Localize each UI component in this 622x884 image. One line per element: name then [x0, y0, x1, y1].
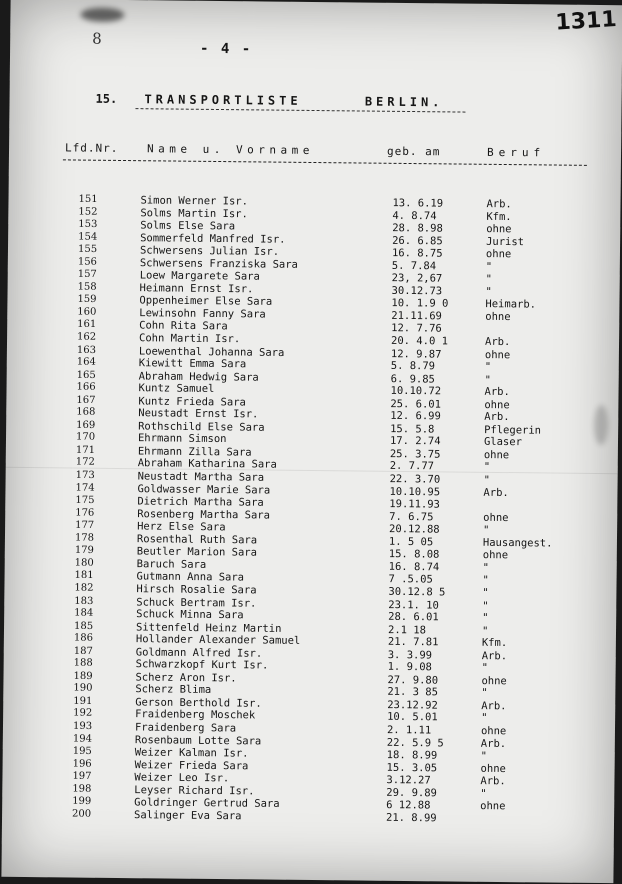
person-name: Lewinsohn Fanny Sara — [139, 307, 266, 321]
row-number: 155 — [77, 244, 98, 256]
occupation: Arb. — [481, 649, 508, 663]
person-name: Sommerfeld Manfred Isr. — [140, 231, 286, 246]
row-number: 173 — [75, 469, 95, 482]
row-number: 199 — [72, 796, 92, 808]
person-name: Fraidenberg Sara — [134, 721, 237, 735]
document-title — [95, 92, 443, 110]
occupation: Arb. — [484, 335, 511, 349]
row-number: 189 — [73, 670, 93, 682]
row-number: 183 — [74, 595, 94, 607]
occupation: Arb. — [483, 486, 509, 499]
row-number: 193 — [72, 720, 93, 732]
person-name: Rosenbaum Lotte Sara — [134, 733, 262, 748]
occupation: " — [480, 750, 488, 763]
birth-date: 27. 9.80 — [387, 673, 439, 687]
row-number: 172 — [75, 457, 95, 469]
occupation: Arb. — [484, 411, 510, 424]
occupation: " — [483, 474, 490, 487]
row-number: 177 — [75, 520, 95, 532]
person-name: Scherz Blima — [135, 683, 212, 697]
row-number: 195 — [72, 745, 92, 758]
row-number: 166 — [76, 381, 96, 393]
occupation: Pflegerin — [484, 423, 542, 437]
row-number: 157 — [77, 269, 97, 281]
birth-date: 30.12.73 — [391, 284, 443, 298]
person-name: Kuntz Frieda Sara — [138, 395, 246, 409]
birth-date: 22. 5.9 5 — [386, 736, 444, 749]
person-name: Ehrmann Zilla Sara — [137, 445, 252, 459]
occupation: Arb. — [486, 198, 512, 211]
birth-date: 5. 7.84 — [391, 259, 437, 273]
row-number: 188 — [73, 657, 93, 669]
occupation: " — [485, 260, 493, 273]
header-nr: Lfd.Nr. — [64, 141, 119, 155]
occupation: Kfm. — [481, 636, 508, 650]
birth-date: 1. 9.08 — [387, 661, 432, 674]
birth-date: 21.11.69 — [391, 309, 442, 323]
occupation: ohne — [482, 549, 509, 562]
birth-date: 21. 7.81 — [387, 635, 439, 649]
person-name: Schuck Minna Sara — [136, 608, 244, 622]
row-number: 181 — [74, 570, 94, 582]
person-name: Neustadt Ernst Isr. — [138, 407, 259, 421]
row-number: 160 — [77, 306, 97, 318]
header-occupation: Beruf — [486, 145, 546, 160]
occupation: " — [483, 461, 491, 474]
person-name: Goldmann Alfred Isr. — [135, 646, 263, 660]
occupation: ohne — [480, 800, 506, 813]
occupation: Kfm. — [486, 210, 512, 223]
row-number: 196 — [72, 758, 92, 770]
person-name: Oppenheimer Else Sara — [139, 294, 273, 309]
occupation: " — [482, 586, 489, 599]
birth-date: 5. 8.79 — [390, 359, 436, 373]
person-name: Neustadt Martha Sara — [137, 470, 265, 484]
row-number: 163 — [76, 344, 97, 356]
occupation: " — [484, 373, 492, 386]
person-name: Fraidenberg Moschek — [135, 708, 256, 722]
row-number: 200 — [72, 808, 92, 820]
occupation: " — [485, 285, 492, 298]
person-name: Kiewitt Emma Sara — [138, 357, 247, 371]
person-name: Schwersens Julian Isr. — [139, 244, 280, 259]
archive-number: 1311 — [554, 7, 618, 36]
occupation: Hausangest. — [482, 536, 553, 550]
row-number: 192 — [73, 707, 93, 720]
row-number: 194 — [72, 733, 93, 745]
person-name: Rosenberg Martha Sara — [137, 507, 271, 522]
row-number: 186 — [73, 632, 94, 644]
occupation: ohne — [485, 248, 512, 261]
person-name: Goldwasser Marie Sara — [137, 482, 271, 497]
birth-date: 2. 7.77 — [389, 460, 435, 473]
person-name: Rothschild Else Sara — [138, 420, 265, 434]
person-name: Weizer Leo Isr. — [134, 771, 230, 785]
birth-date: 21. 3 85 — [387, 686, 439, 699]
row-number: 175 — [75, 494, 95, 507]
row-number: 169 — [76, 419, 96, 431]
person-name: Simon Werner Isr. — [140, 194, 249, 208]
birth-date: 10.10.95 — [389, 485, 441, 498]
birth-date: 2. 1.11 — [386, 724, 432, 737]
person-name: Sittenfeld Heinz Martin — [135, 621, 282, 635]
document-page — [1, 0, 622, 883]
occupation: ohne — [485, 310, 511, 323]
row-number: 159 — [77, 294, 97, 306]
birth-date: 30.12.8 5 — [388, 585, 446, 599]
person-name: Goldringer Gertrud Sara — [134, 796, 280, 811]
birth-date: 3.12.27 — [386, 774, 431, 787]
person-name: Baruch Sara — [136, 558, 207, 571]
occupation: " — [482, 599, 489, 612]
page-number: - 4 - — [200, 40, 253, 58]
row-number: 174 — [75, 482, 95, 494]
birth-date: 10. 5.01 — [387, 711, 438, 724]
row-number: 161 — [77, 319, 97, 331]
row-number: 164 — [76, 356, 96, 368]
person-name: Heimann Ernst Isr. — [139, 282, 254, 296]
row-number: 197 — [72, 770, 92, 783]
occupation: ohne — [483, 511, 509, 524]
row-number: 156 — [77, 256, 98, 268]
person-name: Solms Martin Isr. — [140, 206, 248, 220]
person-name: Loew Margarete Sara — [139, 269, 260, 284]
birth-date: 23.12.92 — [387, 698, 438, 712]
birth-date: 12. 6.99 — [390, 410, 441, 423]
birth-date: 6. 9.85 — [390, 372, 435, 386]
ink-smudge — [80, 8, 124, 22]
row-number: 178 — [74, 532, 95, 544]
occupation: Glaser — [483, 436, 522, 449]
occupation: " — [482, 561, 490, 574]
person-name: Schuck Bertram Isr. — [136, 595, 257, 610]
occupation: " — [481, 712, 488, 725]
occupation: " — [485, 273, 493, 286]
birth-date: 16. 8.74 — [388, 560, 440, 574]
birth-date: 10.10.72 — [390, 385, 442, 398]
birth-date: 29. 9.89 — [386, 786, 437, 800]
occupation: " — [481, 662, 489, 675]
person-name: Cohn Rita Sara — [139, 319, 228, 333]
person-name: Dietrich Martha Sara — [137, 495, 264, 509]
birth-date: 22. 3.70 — [389, 473, 441, 486]
person-name: Gerson Berthold Isr. — [135, 696, 262, 710]
corner-mark: 8 — [92, 29, 102, 48]
occupation: ohne — [480, 762, 506, 775]
birth-date: 7 .5.05 — [388, 573, 433, 586]
row-number: 176 — [75, 507, 95, 519]
row-number: 190 — [73, 682, 93, 695]
occupation: ohne — [481, 674, 507, 688]
birth-date: 16. 8.75 — [391, 247, 443, 260]
row-number: 168 — [76, 406, 96, 419]
occupation: " — [481, 624, 489, 637]
occupation: ohne — [484, 348, 511, 361]
person-name: Beutler Marion Sara — [136, 545, 257, 560]
occupation: ohne — [480, 725, 507, 738]
birth-date: 23.1. 10 — [388, 598, 439, 612]
occupation: ohne — [484, 398, 510, 412]
person-name: Abraham Hedwig Sara — [138, 370, 259, 384]
occupation: " — [483, 524, 490, 537]
birth-date: 15. 5.8 — [390, 422, 435, 436]
person-name: Cohn Martin Isr. — [139, 332, 241, 346]
person-name: Salinger Eva Sara — [134, 808, 242, 823]
person-name: Abraham Katharina Sara — [137, 457, 277, 472]
title-text: TRANSPORTLISTE — [144, 92, 302, 108]
birth-date: 19.11.93 — [389, 498, 440, 511]
person-name: Leyser Richard Isr. — [134, 783, 255, 798]
row-number: 158 — [77, 281, 97, 293]
birth-date: 20. 4.0 1 — [390, 334, 449, 348]
person-name: Weizer Kalman Isr. — [134, 746, 249, 760]
birth-date: 26. 6.85 — [392, 234, 443, 247]
row-number: 187 — [73, 645, 93, 657]
row-number: 162 — [77, 331, 97, 343]
transport-list — [2, 193, 621, 827]
row-number: 198 — [72, 783, 92, 795]
birth-date: 20.12.88 — [389, 523, 440, 536]
row-number: 153 — [78, 218, 98, 231]
occupation: Jurist — [486, 235, 525, 248]
occupation: Heimarb. — [485, 298, 537, 312]
occupation: Arb. — [480, 775, 506, 788]
birth-date: 10. 1.9 0 — [391, 297, 449, 311]
header-birthdate: geb. am — [386, 144, 441, 159]
birth-date: 15. 3.05 — [386, 761, 438, 774]
person-name: Schwarzkopf Kurt Isr. — [135, 658, 269, 672]
birth-date: 15. 8.08 — [388, 548, 440, 561]
birth-date: 4. 8.74 — [392, 209, 437, 222]
occupation: " — [484, 360, 492, 373]
row-number: 154 — [78, 231, 98, 243]
person-name: Hirsch Rosalie Sara — [136, 583, 257, 597]
row-number: 184 — [74, 607, 94, 619]
row-number: 179 — [74, 545, 94, 557]
title-number: 15. — [95, 91, 118, 106]
birth-date: 23, 2,67 — [391, 272, 443, 285]
birth-date: 12. 9.87 — [390, 347, 442, 361]
birth-date: 18. 8.99 — [386, 749, 438, 762]
person-name: Schwersens Franziska Sara — [139, 256, 298, 271]
birth-date: 1. 5 05 — [388, 535, 434, 549]
row-number: 191 — [73, 695, 93, 707]
birth-date: 13. 6.19 — [392, 197, 444, 210]
occupation: Arb. — [481, 699, 507, 713]
row-number: 171 — [75, 444, 96, 456]
occupation: ohne — [483, 449, 510, 462]
title-city: BERLIN. — [364, 94, 444, 110]
occupation: ohne — [486, 223, 512, 236]
row-number: 185 — [73, 620, 94, 632]
occupation: " — [481, 687, 488, 700]
birth-date: 25. 6.01 — [390, 397, 442, 411]
person-name: Herz Else Sara — [137, 520, 226, 534]
row-number: 151 — [78, 193, 98, 206]
person-name: Kuntz Samuel — [138, 382, 215, 396]
birth-date: 12. 7.76 — [391, 322, 442, 336]
row-number: 152 — [78, 206, 98, 218]
row-number: 182 — [74, 582, 94, 594]
person-name: Loewenthal Johanna Sara — [138, 345, 285, 359]
occupation: " — [482, 611, 489, 624]
birth-date: 28. 6.01 — [388, 610, 439, 624]
birth-date: 21. 8.99 — [385, 811, 437, 825]
birth-date: 28. 8.98 — [392, 222, 443, 235]
birth-date: 6 12.88 — [386, 799, 431, 812]
row-number: 165 — [76, 369, 96, 381]
occupation: " — [480, 787, 487, 800]
person-name: Rosenthal Ruth Sara — [136, 532, 258, 547]
row-number: 180 — [74, 557, 94, 569]
occupation: Arb. — [480, 737, 507, 750]
occupation: Arb. — [484, 386, 510, 399]
person-name: Solms Else Sara — [140, 219, 236, 233]
occupation: " — [482, 574, 489, 587]
birth-date: 7. 6.75 — [389, 510, 434, 523]
person-name: Scherz Aron Isr. — [135, 671, 237, 685]
header-name: Name u. Vorname — [146, 142, 314, 158]
birth-date: 17. 2.74 — [389, 435, 441, 448]
person-name: Ehrmann Simson — [137, 432, 227, 446]
row-number: 170 — [75, 431, 96, 444]
person-name: Weizer Frieda Sara — [134, 758, 249, 772]
birth-date: 3. 3.99 — [387, 648, 433, 662]
birth-date: 25. 3.75 — [389, 448, 441, 461]
row-number: 167 — [76, 394, 96, 406]
person-name: Hollander Alexander Samuel — [135, 633, 301, 648]
birth-date: 2.1 18 — [387, 623, 427, 637]
person-name: Gutmann Anna Sara — [136, 570, 245, 585]
